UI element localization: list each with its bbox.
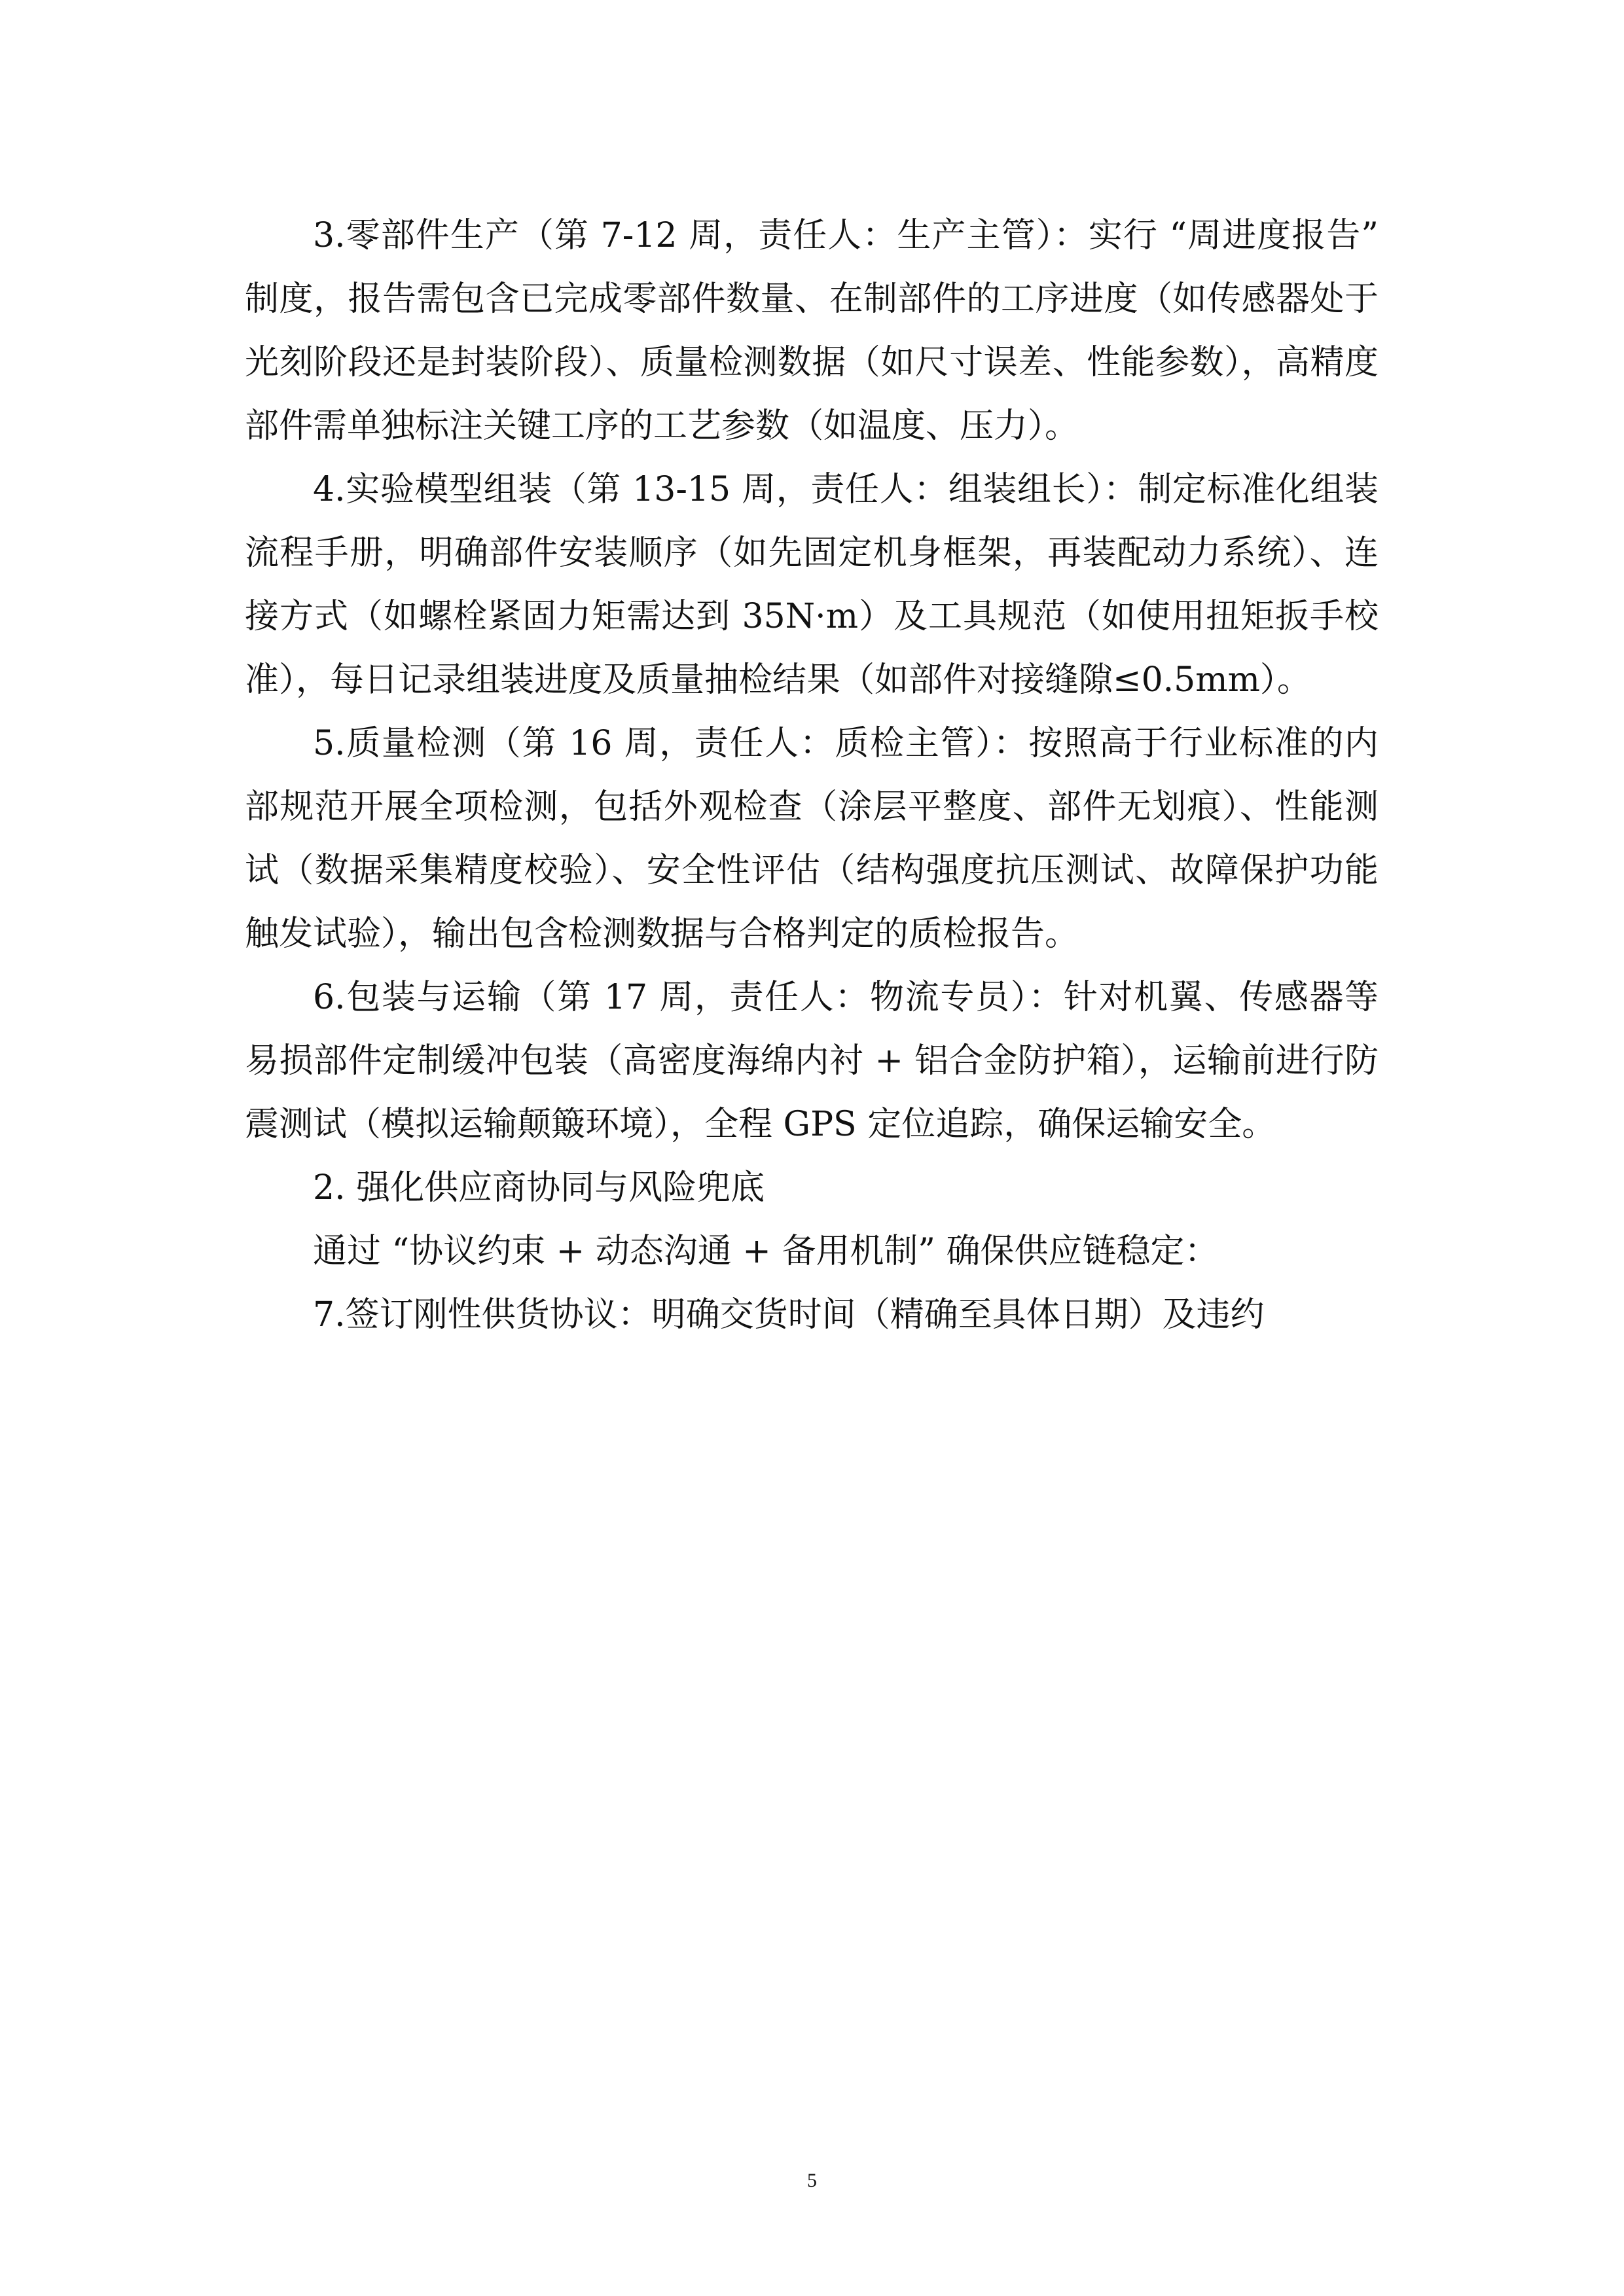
paragraph-parts-production: 3.零部件生产（第 7-12 周，责任人：生产主管）：实行 “周进度报告” 制度，报告需包含已完成零部件数量、在制部件的工序进度（如传感器处于光刻阶段还是封装阶段）、质量检测数据（如尺寸误差、性能参数），高精度部件需单独标注关键工序的工艺参数（如温度、压力）。 — [245, 216, 1379, 446]
paragraph-quality-inspection: 5.质量检测（第 16 周，责任人：质检主管）：按照高于行业标准的内部规范开展全项检测，包括外观检查（涂层平整度、部件无划痕）、性能测试（数据采集精度校验）、安全性评估（结构强度抗压测试、故障保护功能触发试验），输出包含检测数据与合格判定的质检报告。 — [245, 724, 1379, 954]
paragraph-packaging-transport: 6.包装与运输（第 17 周，责任人：物流专员）：针对机翼、传感器等易损部件定制缓冲包装（高密度海绵内衬 + 铝合金防护箱），运输前进行防震测试（模拟运输颠簸环境），全程 GPS 定位追踪，确保运输安全。 — [245, 978, 1379, 1144]
paragraph-supply-agreement: 7.签订刚性供货协议：明确交货时间（精确至具体日期）及违约 — [313, 1295, 1265, 1335]
paragraph-supply-chain-intro: 通过 “协议约束 + 动态沟通 + 备用机制” 确保供应链稳定： — [313, 1232, 1219, 1271]
document-body — [245, 204, 1379, 1347]
section-heading-supplier-coordination: 2. 强化供应商协同与风险兜底 — [313, 1168, 765, 1208]
page-number: 5 — [807, 2170, 817, 2191]
paragraph-model-assembly: 4.实验模型组装（第 13-15 周，责任人：组装组长）：制定标准化组装流程手册，明确部件安装顺序（如先固定机身框架，再装配动力系统）、连接方式（如螺栓紧固力矩需达到 35N·m）及工具规范（如使用扭矩扳手校准），每日记录组装进度及质量抽检结果（如部件对接缝隙≤0.5mm）。 — [245, 470, 1379, 700]
